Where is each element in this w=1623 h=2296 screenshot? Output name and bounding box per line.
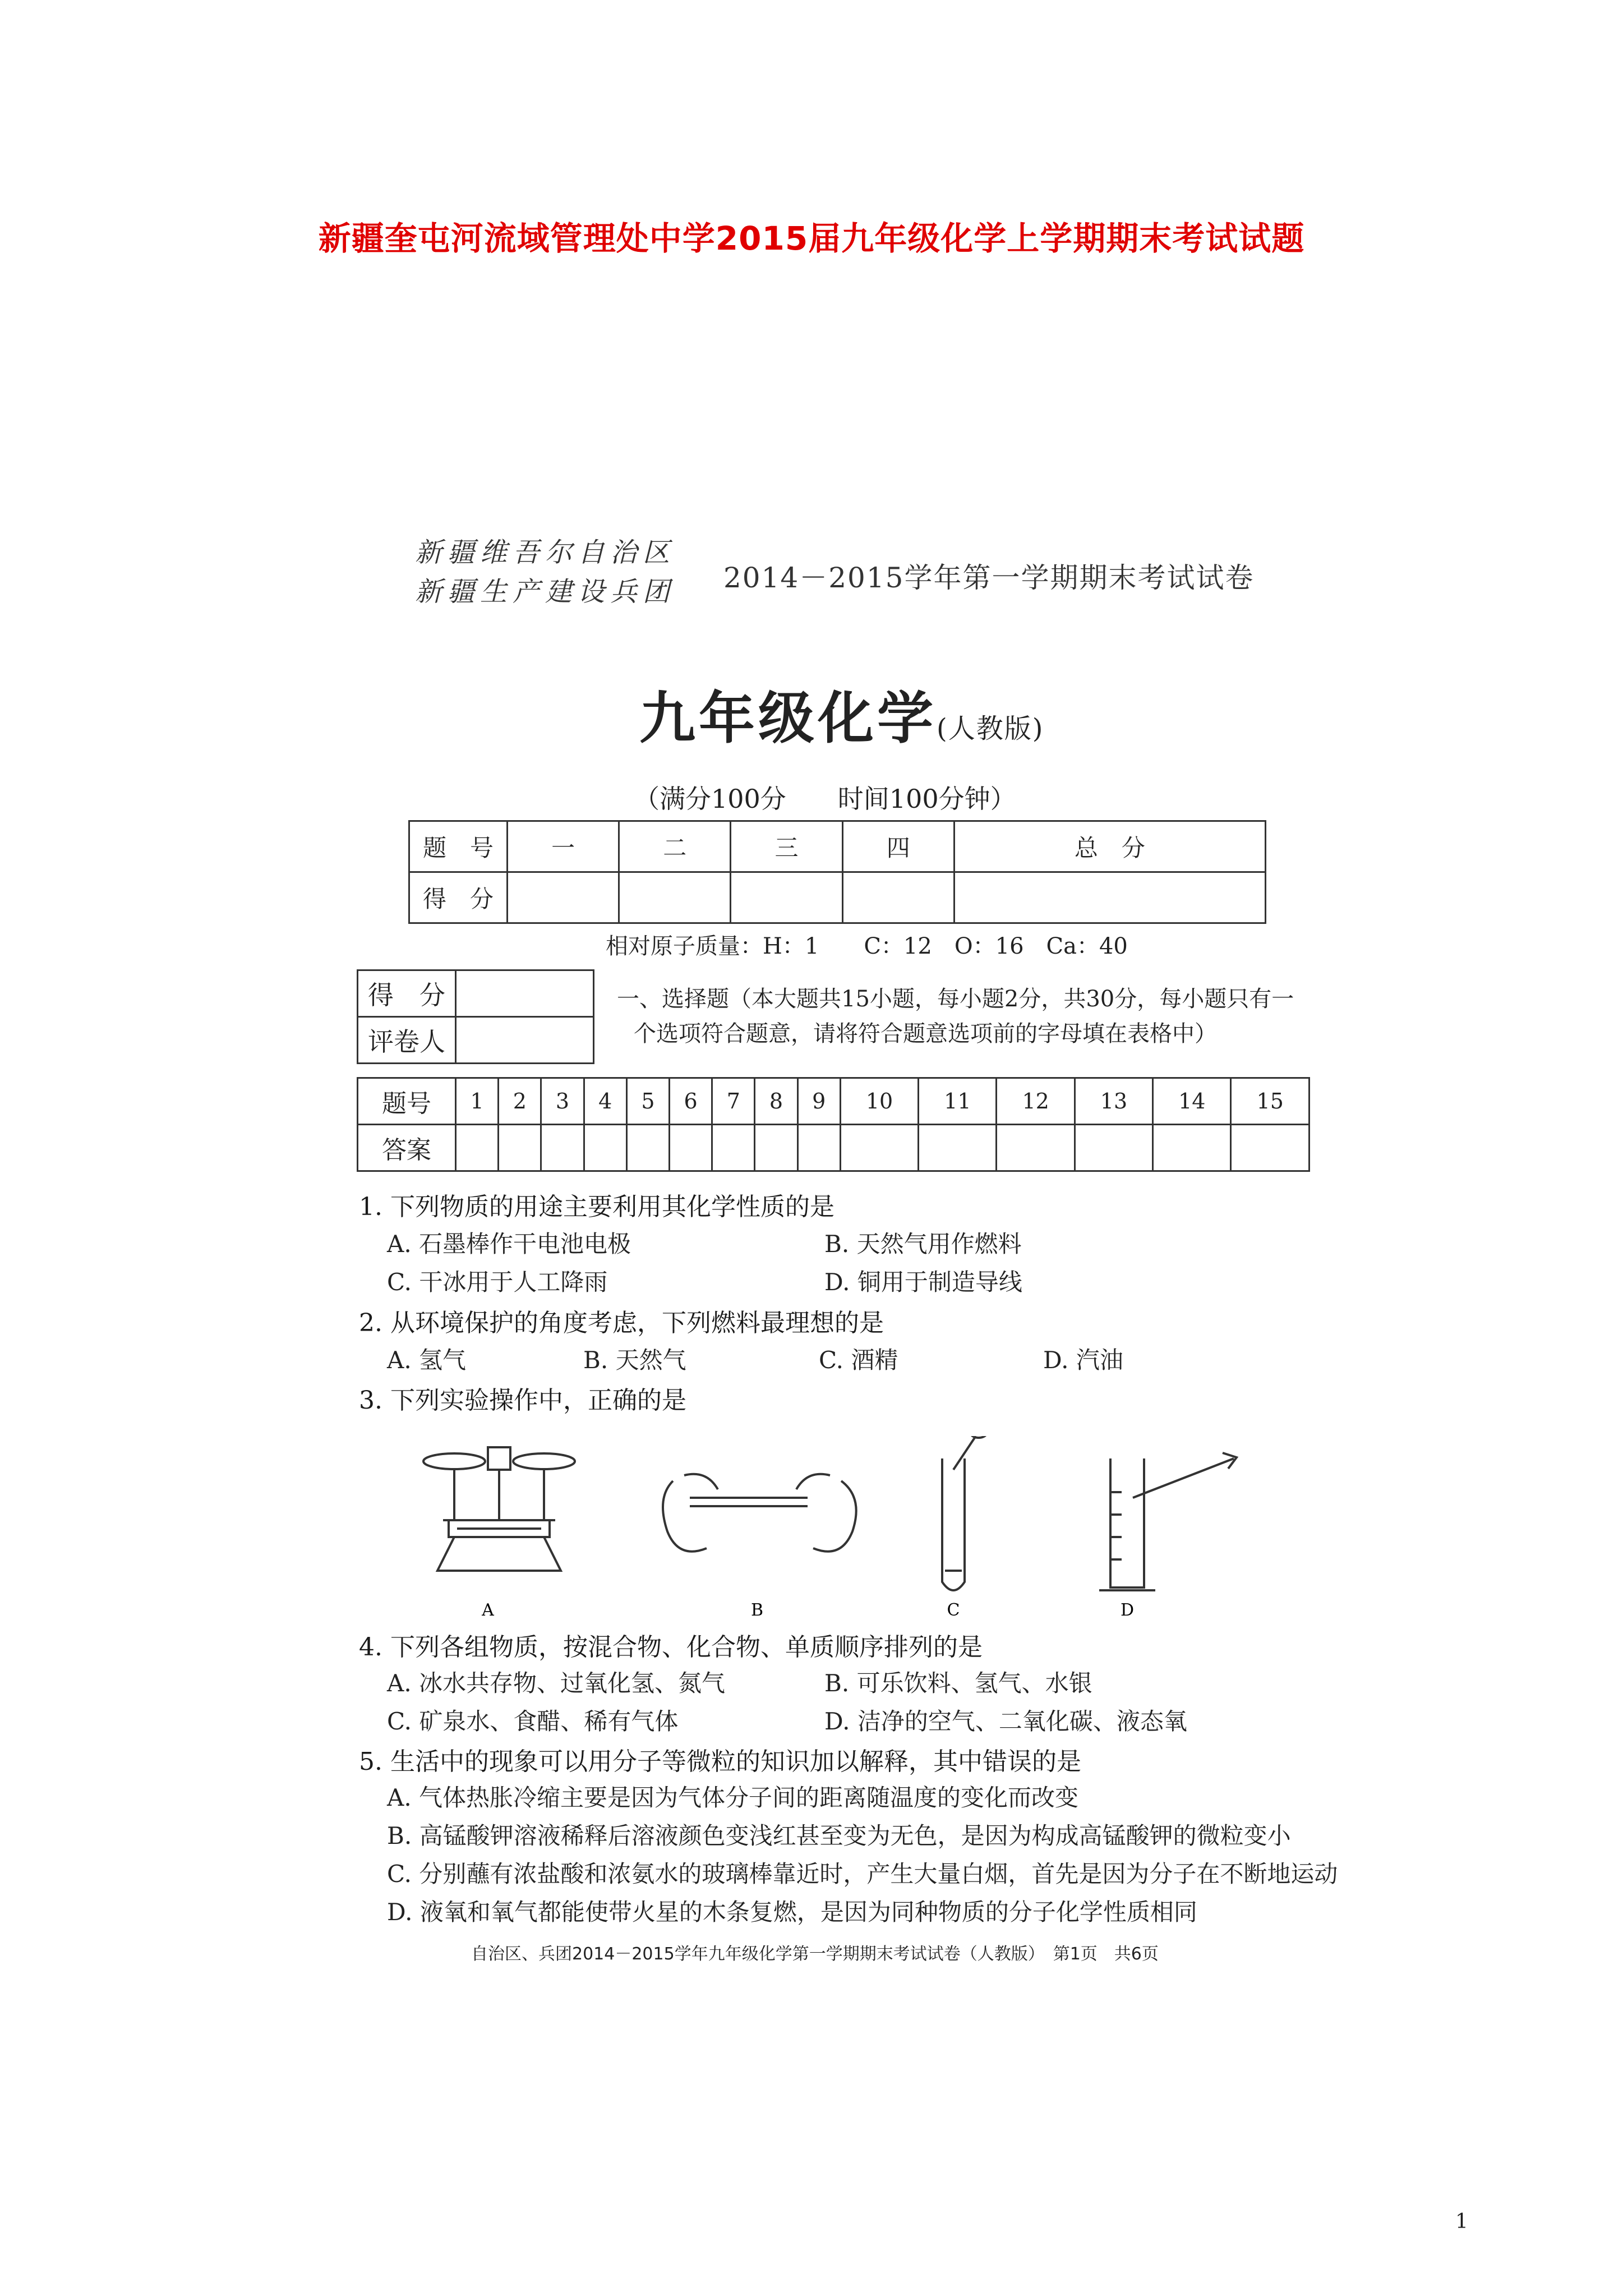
answer-cell[interactable] [670,1125,712,1171]
score-header-cell: 题 号 [409,821,508,872]
section-1-line-1: 一、选择题（本大题共15小题，每小题2分，共30分，每小题只有一 [617,986,1294,1012]
question-4-option-b: B. 可乐饮料、氢气、水银 [824,1669,1092,1697]
hands-tube-figure [663,1474,856,1552]
section-1-line-2: 个选项符合题意，请将符合题意选项前的字母填在表格中） [634,1021,1217,1047]
question-4-option-a: A. 冰水共存物、过氧化氢、氮气 [387,1669,726,1697]
grader-box [357,969,594,1064]
score-cell[interactable] [508,872,619,923]
question-number-cell: 1 [456,1078,499,1125]
question-4-option-c: C. 矿泉水、食醋、稀有气体 [387,1708,679,1735]
question-number-cell: 10 [840,1078,918,1125]
balance-figure [423,1447,575,1571]
answer-cell[interactable] [1075,1125,1152,1171]
question-number-cell: 12 [997,1078,1075,1125]
figure-label-b: B [750,1600,764,1620]
score-header-cell: 四 [842,821,954,872]
answer-table [357,1077,1310,1172]
answer-cell[interactable] [840,1125,918,1171]
answer-cell[interactable] [541,1125,584,1171]
figure-label-d: D [1120,1600,1135,1620]
score-row-label: 得 分 [409,872,508,923]
issuer-line-2: 新疆生产建设兵团 [415,576,676,608]
question-number-cell: 9 [797,1078,840,1125]
question-4-stem: 4. 下列各组物质，按混合物、化合物、单质顺序排列的是 [359,1633,983,1662]
graduated-cylinder-figure [1099,1453,1237,1590]
question-1-option-a: A. 石墨棒作干电池电极 [387,1230,631,1258]
answer-cell[interactable] [1153,1125,1231,1171]
question-number-cell: 6 [670,1078,712,1125]
question-number-cell: 3 [541,1078,584,1125]
grader-name-label: 评卷人 [358,1017,456,1064]
question-number-cell: 14 [1153,1078,1231,1125]
answer-cell[interactable] [584,1125,626,1171]
figure-label-c: C [947,1600,960,1620]
question-3-stem: 3. 下列实验操作中，正确的是 [359,1386,686,1415]
question-1-option-c: C. 干冰用于人工降雨 [387,1268,608,1296]
question-5-stem: 5. 生活中的现象可以用分子等微粒的知识加以解释，其中错误的是 [359,1747,1081,1776]
answer-cell[interactable] [456,1125,499,1171]
exam-footer: 自治区、兵团2014－2015学年九年级化学第一学期期末考试试卷（人教版） 第1页 共6页 [471,1944,1159,1964]
score-header-cell: 三 [731,821,842,872]
answer-cell[interactable] [797,1125,840,1171]
question-2-option-c: C. 酒精 [819,1346,898,1374]
score-table [408,820,1266,924]
answer-cell[interactable] [997,1125,1075,1171]
score-cell[interactable] [954,872,1265,923]
subject-name: 九年级化学 [639,685,937,751]
question-2-stem: 2. 从环境保护的角度考虑，下列燃料最理想的是 [359,1309,884,1337]
atomic-masses: 相对原子质量：H：1 C：12 O：16 Ca：40 [606,933,1128,959]
answer-cell[interactable] [499,1125,541,1171]
question-1-option-b: B. 天然气用作燃料 [824,1230,1022,1258]
answer-number-label: 题号 [358,1078,456,1125]
answer-cell[interactable] [755,1125,797,1171]
answer-cell[interactable] [626,1125,669,1171]
exam-info: （满分100分 时间100分钟） [634,784,1016,814]
score-cell[interactable] [731,872,842,923]
score-table-header-row [409,821,1266,872]
answer-table-number-row [358,1078,1310,1125]
exam-year-title: 2014－2015学年第一学期期末考试试卷 [723,562,1255,594]
score-header-cell: 总 分 [954,821,1265,872]
answer-row-label: 答案 [358,1125,456,1171]
question-number-cell: 5 [626,1078,669,1125]
test-tube-figure [942,1436,986,1590]
score-cell[interactable] [619,872,731,923]
question-1-stem: 1. 下列物质的用途主要利用其化学性质的是 [359,1193,834,1221]
answer-table-answer-row [358,1125,1310,1171]
document-title: 新疆奎屯河流域管理处中学2015届九年级化学上学期期末考试试题 [318,219,1305,257]
grader-name-cell[interactable] [456,1017,594,1064]
score-header-cell: 一 [508,821,619,872]
question-5-option-d: D. 液氧和氧气都能使带火星的木条复燃，是因为同种物质的分子化学性质相同 [387,1898,1197,1926]
question-number-cell: 8 [755,1078,797,1125]
question-4-option-d: D. 洁净的空气、二氧化碳、液态氧 [824,1708,1187,1735]
score-table-score-row [409,872,1266,923]
question-number-cell: 11 [919,1078,997,1125]
question-2-option-d: D. 汽油 [1043,1346,1123,1374]
answer-cell[interactable] [712,1125,755,1171]
question-5-option-a: A. 气体热胀冷缩主要是因为气体分子间的距离随温度的变化而改变 [387,1784,1079,1811]
question-number-cell: 2 [499,1078,541,1125]
answer-cell[interactable] [1231,1125,1310,1171]
issuer-line-1: 新疆维吾尔自治区 [415,537,676,568]
score-header-cell: 二 [619,821,731,872]
question-number-cell: 13 [1075,1078,1152,1125]
issuer-block [415,533,675,611]
question-number-cell: 7 [712,1078,755,1125]
subject-title [639,673,1044,754]
question-2-option-a: A. 氢气 [387,1346,467,1374]
grader-score-label: 得 分 [358,970,456,1017]
page-number: 1 [1455,2210,1468,2233]
question-number-cell: 15 [1231,1078,1310,1125]
question-number-cell: 4 [584,1078,626,1125]
figure-label-a: A [482,1600,494,1620]
grader-score-cell[interactable] [456,970,594,1017]
score-cell[interactable] [842,872,954,923]
question-5-option-b: B. 高锰酸钾溶液稀释后溶液颜色变浅红甚至变为无色，是因为构成高锰酸钾的微粒变小 [387,1822,1291,1849]
section-1-heading [617,982,1294,1051]
question-2-option-b: B. 天然气 [583,1346,686,1374]
answer-cell[interactable] [919,1125,997,1171]
question-3-figures [359,1436,1312,1621]
question-5-option-c: C. 分别蘸有浓盐酸和浓氨水的玻璃棒靠近时，产生大量白烟，首先是因为分子在不断地运动 [387,1860,1338,1888]
question-1-option-d: D. 铜用于制造导线 [824,1268,1022,1296]
edition-label: (人教版) [937,713,1044,744]
